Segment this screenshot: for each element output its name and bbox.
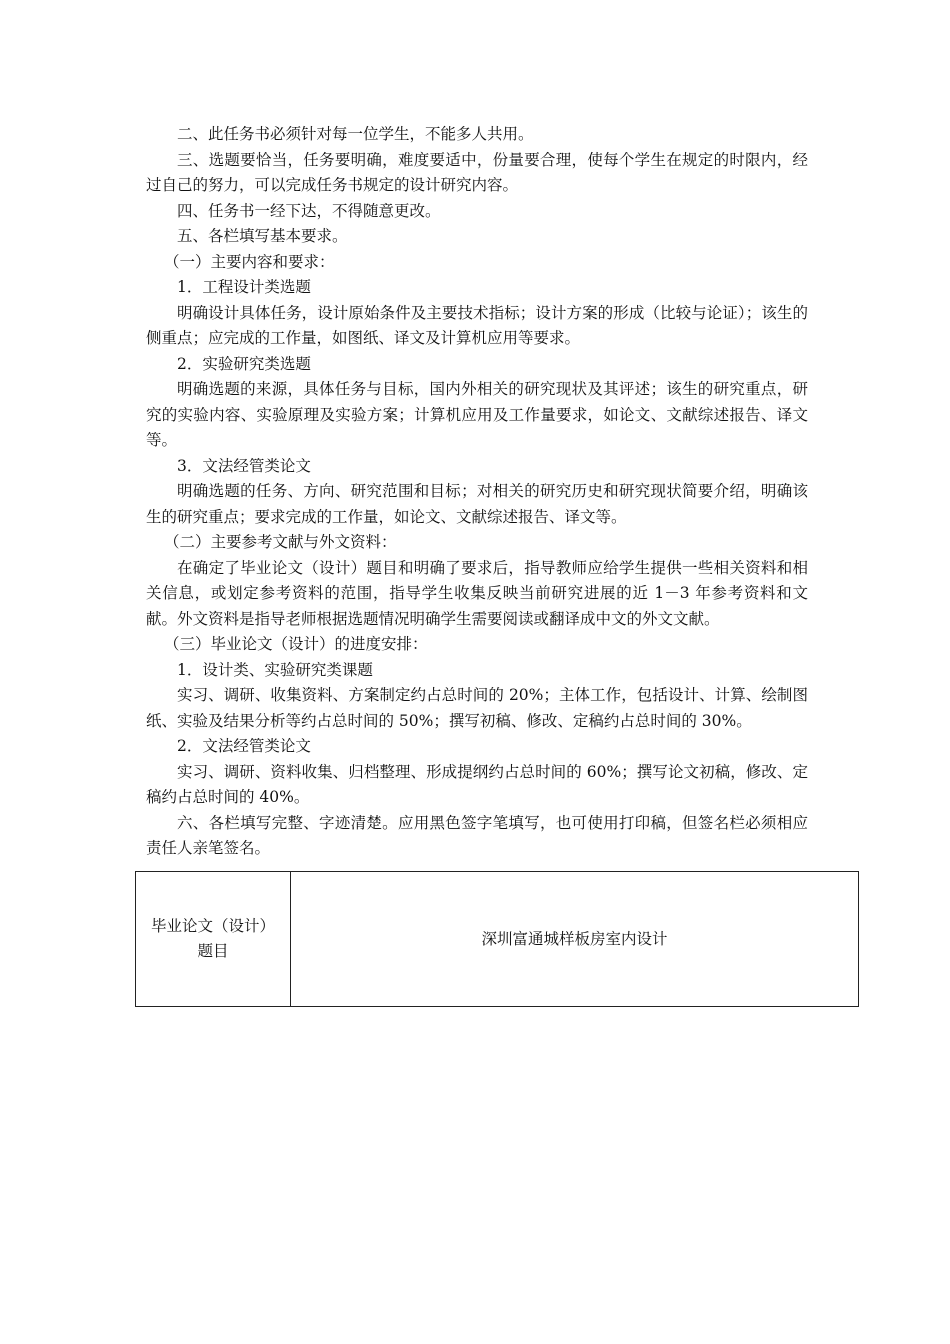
- instructions-body: [146, 122, 808, 862]
- instruction-paragraph: 2．文法经管类论文: [177, 737, 311, 755]
- instruction-paragraph: 二、此任务书必须针对每一位学生，不能多人共用。: [177, 125, 534, 143]
- instruction-paragraph: 明确选题的来源，具体任务与目标，国内外相关的研究现状及其评述；该生的研究重点，研究的实验内容、实验原理及实验方案；计算机应用及工作量要求，如论文、文献综述报告、译文等。: [146, 380, 808, 449]
- thesis-title-value-cell: [291, 872, 859, 1007]
- instruction-paragraph: 2．实验研究类选题: [177, 354, 311, 373]
- instruction-paragraph: 1．工程设计类选题: [177, 278, 311, 296]
- thesis-title-value: 深圳富通城样板房室内设计: [481, 929, 668, 948]
- thesis-title-label-line2: 题目: [197, 942, 229, 960]
- instruction-paragraph: （二）主要参考文献与外文资料：: [164, 533, 397, 551]
- instruction-paragraph: 3．文法经管类论文: [177, 456, 311, 475]
- instruction-paragraph: 在确定了毕业论文（设计）题目和明确了要求后，指导教师应给学生提供一些相关资料和相关信息，或划定参考资料的范围，指导学生收集反映当前研究进展的近 1－3 年参考资料和文献。外文资料是指导老师根据选题情况明确学生需要阅读或翻译成中文的外文文献。: [146, 558, 808, 628]
- thesis-title-table: [135, 871, 859, 1007]
- instruction-paragraph: （三）毕业论文（设计）的进度安排：: [164, 635, 428, 653]
- thesis-title-label-line1: 毕业论文（设计）: [150, 917, 275, 935]
- instruction-paragraph: 实习、调研、资料收集、归档整理、形成提纲约占总时间的 60%；撰写论文初稿，修改、定稿约占总时间的 40%。: [146, 762, 808, 806]
- instruction-paragraph: 实习、调研、收集资料、方案制定约占总时间的 20%；主体工作，包括设计、计算、绘制图纸、实验及结果分析等约占总时间的 50%；撰写初稿、修改、定稿约占总时间的 30%。: [146, 686, 808, 730]
- instruction-paragraph: （一）主要内容和要求：: [164, 252, 335, 271]
- thesis-title-row: [136, 872, 859, 1007]
- instruction-paragraph: 六、各栏填写完整、字迹清楚。应用黑色签字笔填写，也可使用打印稿，但签名栏必须相应责任人亲笔签名。: [146, 813, 808, 857]
- instruction-paragraph: 明确选题的任务、方向、研究范围和目标；对相关的研究历史和研究现状简要介绍，明确该生的研究重点；要求完成的工作量，如论文、文献综述报告、译文等。: [146, 482, 808, 526]
- instruction-paragraph: 三、选题要恰当，任务要明确，难度要适中，份量要合理，使每个学生在规定的时限内，经过自己的努力，可以完成任务书规定的设计研究内容。: [146, 150, 808, 194]
- thesis-title-label-cell: [136, 872, 291, 1007]
- instruction-paragraph: 五、各栏填写基本要求。: [177, 227, 348, 245]
- instruction-paragraph: 明确设计具体任务，设计原始条件及主要技术指标；设计方案的形成（比较与论证）；该生的侧重点；应完成的工作量，如图纸、译文及计算机应用等要求。: [146, 303, 808, 347]
- instruction-paragraph: 1．设计类、实验研究类课题: [177, 660, 373, 679]
- instruction-paragraph: 四、任务书一经下达，不得随意更改。: [177, 201, 441, 220]
